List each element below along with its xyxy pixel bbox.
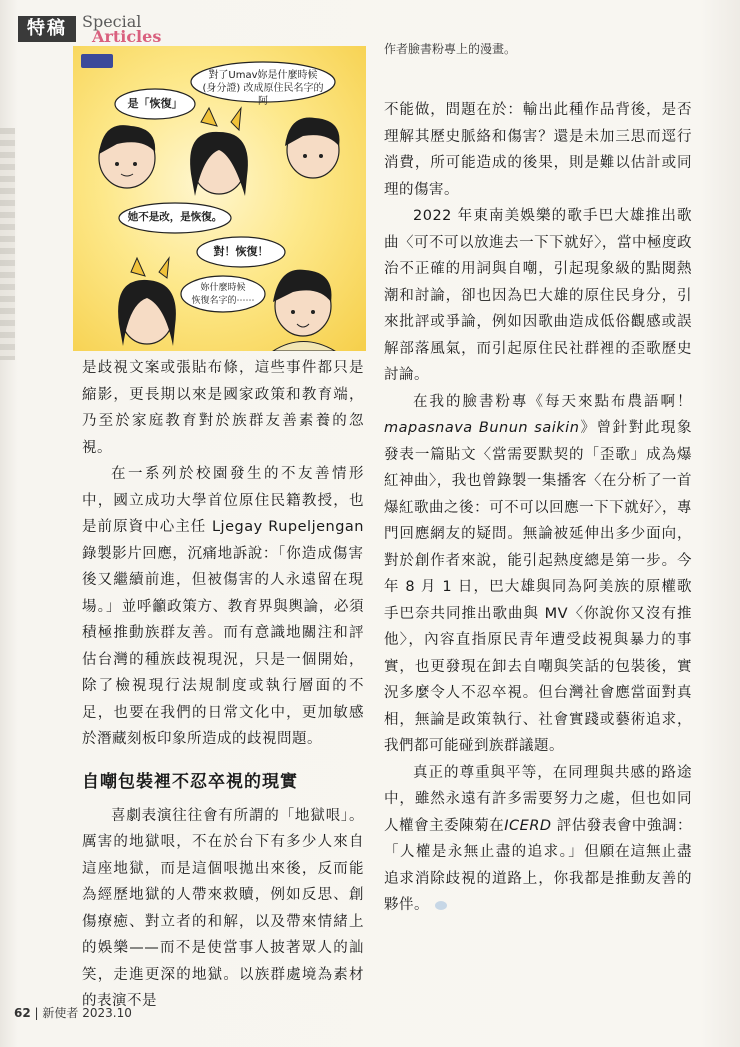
left-paragraph-2-text: 在一系列於校園發生的不友善情形中，國立成功大學首位原住民籍教授，也是前原資中心主任 Ljegay Rupeljengan 錄製影片回應，沉痛地訴說： xyxy=(82,466,364,562)
section-header xyxy=(18,12,268,46)
comic-bubble-question: 對了Umav妳是什麼時候 (身分證) 改成原住民名字的阿 xyxy=(202,70,324,107)
section-tag: 特稿 xyxy=(18,16,76,42)
articles-word: Articles xyxy=(92,27,162,46)
right-paragraph-4-text: 真正的尊重與平等，在同理與共感的路途中，雖然永遠有許多需要努力之處，但也如同人權會主委陳菊在 xyxy=(384,764,692,834)
special-word: Special xyxy=(82,12,142,31)
icerd-italic: ICERD xyxy=(504,817,552,834)
footer-separator: | xyxy=(34,1006,39,1020)
right-paragraph-4-text-mid: 評估發表會中強調： xyxy=(551,817,693,834)
left-column xyxy=(82,355,364,1015)
fanpage-name-italic: mapasnava Bunun saikin xyxy=(384,420,580,436)
right-paragraph-3-text: 在我的臉書粉專《每天來點布農語啊！ xyxy=(413,393,692,410)
quote-rupeljengan: 「你造成傷害後又繼續前進，但被傷害的人永遠留在現場。」 xyxy=(82,545,365,615)
section-subheading: 自嘲包裝裡不忍卒視的現實 xyxy=(82,771,298,792)
left-paragraph-1: 是歧視文案或張貼布條，這些事件都只是縮影，更長期以來是國家政策和教育端，乃至於家庭教育對於族群友善素養的忽視。 xyxy=(82,360,364,456)
comic-bubble-agree: 對！恢復！ xyxy=(213,245,269,258)
right-paragraph-1: 不能做，問題在於：輸出此種作品背後，是否理解其歷史脈絡和傷害？還是未加三思而逕行消費，所可能造成的後果，則是難以估計或同理的傷害。 xyxy=(384,102,692,198)
right-paragraph-4 xyxy=(384,760,692,919)
section-title-english xyxy=(82,14,161,44)
quote-human-rights: 「人權是永無止盡的追求。」 xyxy=(384,844,585,860)
right-column xyxy=(384,97,692,919)
comic-illustration xyxy=(73,46,366,351)
comic-bubble-correction: 她不是改，是恢復。 xyxy=(127,211,223,223)
left-paragraph-2-text-end: 並呼籲政策方、教育界與輿論，必須積極推動族群友善。而有意識地關注和評估台灣的種族歧視現況，只是一個開始，除了檢視現行法規制度或執行層面的不足，也要在我們的日常文化中，更加敏感於潛藏刻板印象所造成的歧視問題。 xyxy=(82,598,365,747)
magazine-name: 新使者 xyxy=(42,1006,79,1020)
comic-bubble-reply: 是「恢復」 xyxy=(127,97,183,110)
page-footer xyxy=(14,1004,132,1021)
right-paragraph-4-text-end: 但願在這無止盡追求消除歧視的道路上，你我都是推動友善的夥伴。 xyxy=(384,844,693,913)
right-paragraph-3 xyxy=(384,389,692,760)
decorative-strip xyxy=(0,128,15,360)
left-paragraph-3: 喜劇表演往往會有所謂的「地獄哏」。厲害的地獄哏，不在於台下有多少人來自這座地獄，而是這個哏拋出來後，反而能為經歷地獄的人帶來救贖，例如反思、創傷療癒、對立者的和解，以及帶來情緒上的娛樂——而不是使當事人披著眾人的訕笑，走進更深的地獄。以族群處境為素材的表演不是 xyxy=(82,807,364,1009)
comic-bubble-followup: 妳什麼時候 恢復名字的⋯⋯ xyxy=(191,283,255,306)
issue-date: 2023.10 xyxy=(82,1006,132,1020)
left-paragraph-2 xyxy=(82,461,364,753)
image-caption: 作者臉書粉專上的漫畫。 xyxy=(384,42,517,56)
end-mark-icon xyxy=(435,901,447,910)
right-paragraph-3-text-end: 》曾針對此現象發表一篇貼文〈當需要默契的「歪歌」成為爆紅神曲〉，我也曾錄製一集播客〈在分析了一首爆紅歌曲之後：可不可以回應一下下就好〉，專門回應網友的疑問。無論被延伸出多少面向，對於創作者來說，能引起熱度總是第一步。今年 8 月 1 日，巴大雄與同為阿美族的原權歌手巴奈共同推出歌曲與 MV〈你說你又沒有推他〉，內容直指原民青年遭受歧視與暴力的事實，也更發現在卸去自嘲與笑話的包裝後，實況多麼令人不忍卒視。但台灣社會應當面對真相，無論是政策執行、社會實踐或藝術追求，我們都可能碰到族群議題。 xyxy=(384,420,692,754)
right-paragraph-2: 2022 年東南美娛樂的歌手巴大雄推出歌曲〈可不可以放進去一下下就好〉，當中極度政治不正確的用詞與自嘲，引起現象級的點閱熱潮和討論，卻也因為巴大雄的原住民身分，引來批評或爭論，例如因歌曲造成低俗觀感或誤解部落風氣，而引起原住民社群裡的歪歌歷史討論。 xyxy=(384,208,692,383)
page-number: 62 xyxy=(14,1006,31,1020)
